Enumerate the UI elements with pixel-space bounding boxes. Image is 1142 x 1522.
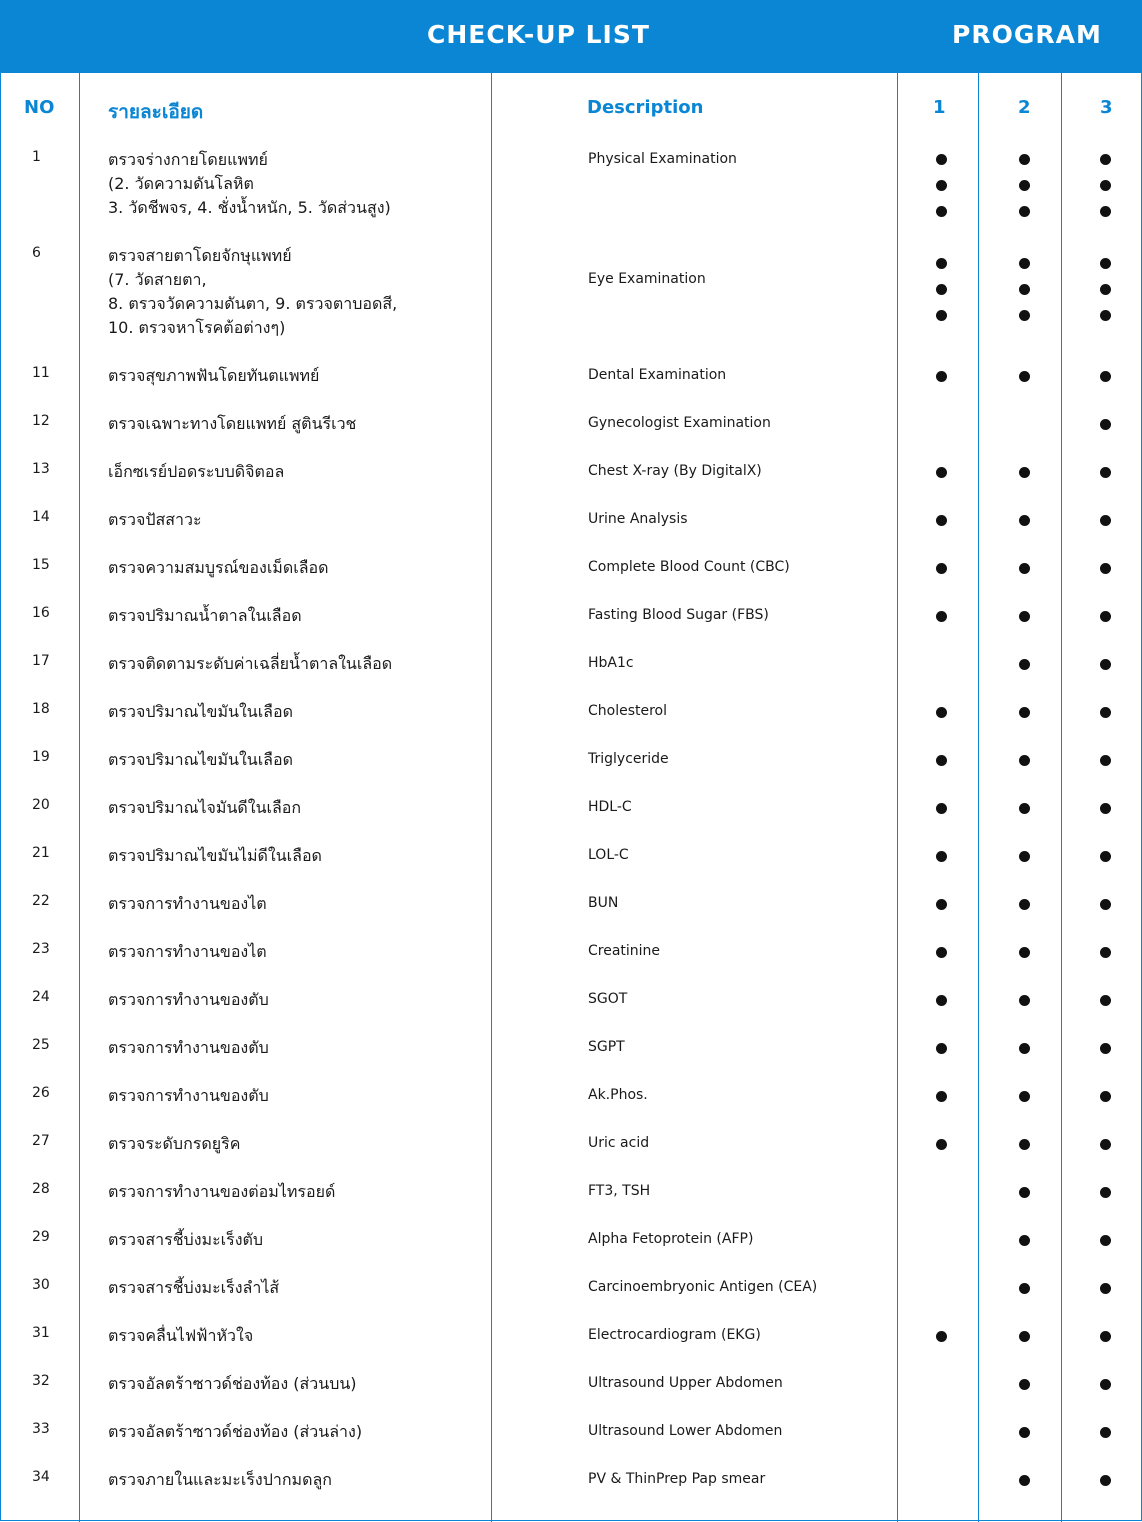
program-1-included-dot xyxy=(936,995,947,1006)
program-2-included-dot xyxy=(1019,371,1030,382)
row-description: PV & ThinPrep Pap smear xyxy=(588,1471,766,1487)
row-detail-thai: ตรวจสารชี้บ่งมะเร็งตับ xyxy=(108,1230,264,1249)
program-1-included-dot xyxy=(936,1043,947,1054)
row-description: SGPT xyxy=(588,1039,625,1055)
program-1-included-dot xyxy=(936,515,947,526)
row-detail-thai: ตรวจภายในและมะเร็งปากมดลูก xyxy=(108,1470,332,1489)
row-description: Ultrasound Upper Abdomen xyxy=(588,1375,783,1391)
row-detail-thai: เอ็กซเรย์ปอดระบบดิจิตอล xyxy=(108,462,285,481)
row-detail-thai: ตรวจระดับกรดยูริค xyxy=(108,1134,241,1153)
row-detail-thai: 10. ตรวจหาโรคต้อต่างๆ) xyxy=(108,318,286,337)
program-1-included-dot xyxy=(936,371,947,382)
row-description: Complete Blood Count (CBC) xyxy=(588,559,790,575)
row-detail-thai: (7. วัดสายตา, xyxy=(108,270,207,289)
program-3-included-dot xyxy=(1100,419,1111,430)
column-divider xyxy=(79,73,80,1522)
program-1-included-dot xyxy=(936,1331,947,1342)
row-description: SGOT xyxy=(588,991,628,1007)
checkup-list-title: CHECK-UP LIST xyxy=(427,20,650,49)
row-detail-thai: ตรวจการทำงานของไต xyxy=(108,942,267,961)
program-2-included-dot xyxy=(1019,1043,1030,1054)
row-number: 32 xyxy=(32,1373,50,1389)
column-header-description: Description xyxy=(587,97,704,118)
program-1-included-dot xyxy=(936,310,947,321)
row-detail-thai: ตรวจสายตาโดยจักษุแพทย์ xyxy=(108,246,292,265)
program-3-included-dot xyxy=(1100,947,1111,958)
program-2-included-dot xyxy=(1019,1091,1030,1102)
row-number: 6 xyxy=(32,245,41,261)
program-2-included-dot xyxy=(1019,1235,1030,1246)
program-3-included-dot xyxy=(1100,154,1111,165)
row-detail-thai: ตรวจปริมาณไจมันดีในเลือก xyxy=(108,798,302,817)
program-3-included-dot xyxy=(1100,258,1111,269)
column-divider xyxy=(897,73,898,1522)
program-3-included-dot xyxy=(1100,611,1111,622)
row-description: HbA1c xyxy=(588,655,634,671)
program-2-included-dot xyxy=(1019,659,1030,670)
row-detail-thai: ตรวจอัลตร้าซาวด์ช่องท้อง (ส่วนบน) xyxy=(108,1374,357,1393)
column-header-program-1: 1 xyxy=(933,97,946,118)
row-number: 24 xyxy=(32,989,50,1005)
program-1-included-dot xyxy=(936,1091,947,1102)
row-number: 1 xyxy=(32,149,41,165)
row-number: 30 xyxy=(32,1277,50,1293)
program-1-included-dot xyxy=(936,206,947,217)
row-detail-thai: ตรวจการทำงานของไต xyxy=(108,894,267,913)
row-number: 26 xyxy=(32,1085,50,1101)
row-number: 33 xyxy=(32,1421,50,1437)
column-header-no: NO xyxy=(24,97,55,118)
row-number: 34 xyxy=(32,1469,50,1485)
row-detail-thai: ตรวจปริมาณไขมันไม่ดีในเลือด xyxy=(108,846,322,865)
row-number: 15 xyxy=(32,557,50,573)
row-description: Fasting Blood Sugar (FBS) xyxy=(588,607,769,623)
row-number: 13 xyxy=(32,461,50,477)
program-3-included-dot xyxy=(1100,1379,1111,1390)
program-1-included-dot xyxy=(936,284,947,295)
row-detail-thai: ตรวจคลื่นไฟฟ้าหัวใจ xyxy=(108,1326,254,1345)
program-3-included-dot xyxy=(1100,899,1111,910)
row-description: Electrocardiogram (EKG) xyxy=(588,1327,761,1343)
row-detail-thai: ตรวจสุขภาพฟันโดยทันตแพทย์ xyxy=(108,366,320,385)
program-2-included-dot xyxy=(1019,1283,1030,1294)
program-1-included-dot xyxy=(936,611,947,622)
program-2-included-dot xyxy=(1019,154,1030,165)
column-divider xyxy=(491,73,492,1522)
row-number: 22 xyxy=(32,893,50,909)
row-description: Alpha Fetoprotein (AFP) xyxy=(588,1231,754,1247)
row-detail-thai: ตรวจอัลตร้าซาวด์ช่องท้อง (ส่วนล่าง) xyxy=(108,1422,363,1441)
program-3-included-dot xyxy=(1100,1139,1111,1150)
program-2-included-dot xyxy=(1019,180,1030,191)
program-1-included-dot xyxy=(936,154,947,165)
program-3-included-dot xyxy=(1100,310,1111,321)
row-description: Eye Examination xyxy=(588,271,706,287)
column-divider xyxy=(1061,73,1062,1522)
program-3-included-dot xyxy=(1100,1427,1111,1438)
row-detail-thai: ตรวจสารชี้บ่งมะเร็งลำไส้ xyxy=(108,1278,280,1297)
row-description: BUN xyxy=(588,895,619,911)
program-title: PROGRAM xyxy=(952,20,1102,49)
program-2-included-dot xyxy=(1019,1331,1030,1342)
program-1-included-dot xyxy=(936,1139,947,1150)
row-description: Chest X-ray (By DigitalX) xyxy=(588,463,762,479)
program-3-included-dot xyxy=(1100,1043,1111,1054)
program-3-included-dot xyxy=(1100,1187,1111,1198)
program-2-included-dot xyxy=(1019,515,1030,526)
program-1-included-dot xyxy=(936,803,947,814)
program-1-included-dot xyxy=(936,755,947,766)
program-3-included-dot xyxy=(1100,755,1111,766)
program-3-included-dot xyxy=(1100,1283,1111,1294)
program-1-included-dot xyxy=(936,467,947,478)
program-3-included-dot xyxy=(1100,284,1111,295)
row-detail-thai: ตรวจร่างกายโดยแพทย์ xyxy=(108,150,268,169)
program-3-included-dot xyxy=(1100,467,1111,478)
row-description: Ak.Phos. xyxy=(588,1087,648,1103)
row-number: 28 xyxy=(32,1181,50,1197)
program-2-included-dot xyxy=(1019,851,1030,862)
program-2-included-dot xyxy=(1019,899,1030,910)
row-detail-thai: ตรวจการทำงานของต่อมไทรอยด์ xyxy=(108,1182,336,1201)
row-description: Uric acid xyxy=(588,1135,650,1151)
row-description: Urine Analysis xyxy=(588,511,688,527)
program-2-included-dot xyxy=(1019,707,1030,718)
row-detail-thai: ตรวจติดตามระดับค่าเฉลี่ยน้ำตาลในเลือด xyxy=(108,654,393,673)
row-description: FT3, TSH xyxy=(588,1183,651,1199)
program-3-included-dot xyxy=(1100,515,1111,526)
row-description: HDL-C xyxy=(588,799,632,815)
program-1-included-dot xyxy=(936,180,947,191)
program-2-included-dot xyxy=(1019,206,1030,217)
row-description: Dental Examination xyxy=(588,367,727,383)
row-number: 27 xyxy=(32,1133,50,1149)
program-3-included-dot xyxy=(1100,180,1111,191)
program-3-included-dot xyxy=(1100,206,1111,217)
row-description: Ultrasound Lower Abdomen xyxy=(588,1423,783,1439)
program-2-included-dot xyxy=(1019,1187,1030,1198)
row-detail-thai: ตรวจการทำงานของตับ xyxy=(108,1038,269,1057)
program-2-included-dot xyxy=(1019,1427,1030,1438)
row-detail-thai: ตรวจเฉพาะทางโดยแพทย์ สูตินรีเวช xyxy=(108,414,357,433)
program-1-included-dot xyxy=(936,707,947,718)
program-2-included-dot xyxy=(1019,284,1030,295)
row-detail-thai: 3. วัดชีพจร, 4. ชั่งน้ำหนัก, 5. วัดส่วนสูง) xyxy=(108,198,391,217)
row-number: 11 xyxy=(32,365,50,381)
row-number: 23 xyxy=(32,941,50,957)
column-header-program-3: 3 xyxy=(1100,97,1113,118)
row-number: 31 xyxy=(32,1325,50,1341)
program-1-included-dot xyxy=(936,899,947,910)
row-number: 14 xyxy=(32,509,50,525)
row-description: Triglyceride xyxy=(588,751,669,767)
program-3-included-dot xyxy=(1100,1235,1111,1246)
program-1-included-dot xyxy=(936,563,947,574)
program-3-included-dot xyxy=(1100,1475,1111,1486)
row-detail-thai: ตรวจปริมาณไขมันในเลือด xyxy=(108,702,293,721)
row-number: 25 xyxy=(32,1037,50,1053)
program-3-included-dot xyxy=(1100,803,1111,814)
program-2-included-dot xyxy=(1019,563,1030,574)
row-detail-thai: (2. วัดความดันโลหิต xyxy=(108,174,254,193)
row-number: 18 xyxy=(32,701,50,717)
row-description: Carcinoembryonic Antigen (CEA) xyxy=(588,1279,818,1295)
program-2-included-dot xyxy=(1019,310,1030,321)
program-2-included-dot xyxy=(1019,1475,1030,1486)
row-number: 19 xyxy=(32,749,50,765)
program-2-included-dot xyxy=(1019,1379,1030,1390)
program-2-included-dot xyxy=(1019,803,1030,814)
row-detail-thai: ตรวจความสมบูรณ์ของเม็ดเลือด xyxy=(108,558,329,577)
row-detail-thai: ตรวจการทำงานของตับ xyxy=(108,990,269,1009)
row-detail-thai: ตรวจปัสสาวะ xyxy=(108,510,202,529)
program-2-included-dot xyxy=(1019,258,1030,269)
program-1-included-dot xyxy=(936,258,947,269)
column-header-detail: รายละเอียด xyxy=(108,101,204,123)
row-description: Physical Examination xyxy=(588,151,737,167)
row-description: Gynecologist Examination xyxy=(588,415,771,431)
row-detail-thai: 8. ตรวจวัดความดันตา, 9. ตรวจตาบอดสี, xyxy=(108,294,398,313)
row-number: 16 xyxy=(32,605,50,621)
column-divider xyxy=(978,73,979,1522)
row-description: Cholesterol xyxy=(588,703,668,719)
program-3-included-dot xyxy=(1100,1331,1111,1342)
program-3-included-dot xyxy=(1100,1091,1111,1102)
row-detail-thai: ตรวจการทำงานของตับ xyxy=(108,1086,269,1105)
program-3-included-dot xyxy=(1100,851,1111,862)
program-2-included-dot xyxy=(1019,611,1030,622)
program-3-included-dot xyxy=(1100,995,1111,1006)
program-1-included-dot xyxy=(936,851,947,862)
row-number: 29 xyxy=(32,1229,50,1245)
program-3-included-dot xyxy=(1100,659,1111,670)
row-detail-thai: ตรวจปริมาณไขมันในเลือด xyxy=(108,750,293,769)
program-2-included-dot xyxy=(1019,755,1030,766)
program-3-included-dot xyxy=(1100,707,1111,718)
row-description: Creatinine xyxy=(588,943,661,959)
program-2-included-dot xyxy=(1019,467,1030,478)
row-number: 20 xyxy=(32,797,50,813)
row-number: 17 xyxy=(32,653,50,669)
program-2-included-dot xyxy=(1019,995,1030,1006)
row-description: LOL-C xyxy=(588,847,629,863)
row-detail-thai: ตรวจปริมาณน้ำตาลในเลือด xyxy=(108,606,302,625)
header-bar xyxy=(0,0,1142,73)
row-number: 21 xyxy=(32,845,50,861)
program-3-included-dot xyxy=(1100,371,1111,382)
program-2-included-dot xyxy=(1019,947,1030,958)
program-3-included-dot xyxy=(1100,563,1111,574)
program-1-included-dot xyxy=(936,947,947,958)
row-number: 12 xyxy=(32,413,50,429)
program-2-included-dot xyxy=(1019,1139,1030,1150)
column-header-program-2: 2 xyxy=(1018,97,1031,118)
